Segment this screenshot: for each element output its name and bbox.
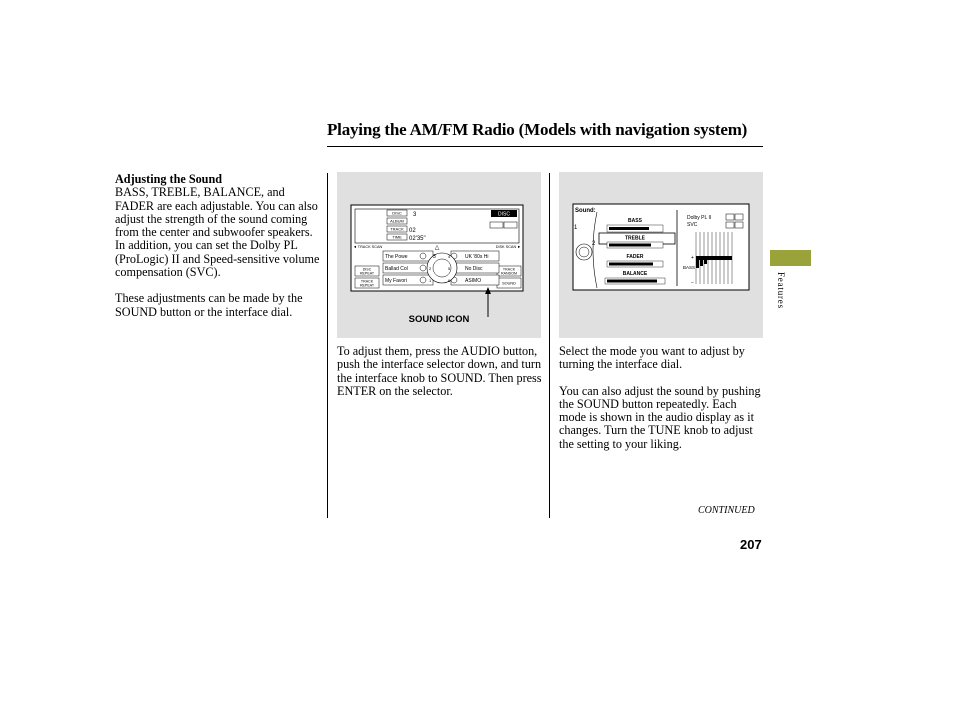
paragraph-select-mode: Select the mode you want to adjust by turning the interface dial. xyxy=(559,344,745,372)
balance-label: BALANCE xyxy=(622,271,648,277)
svg-text:RANDOM: RANDOM xyxy=(501,271,517,276)
title-rule xyxy=(327,146,763,147)
paragraph-methods: These adjustments can be made by the SOUND button or the interface dial. xyxy=(115,291,303,319)
preset-5-name: No Disc xyxy=(465,266,483,272)
svg-text:+: + xyxy=(691,255,694,261)
svc-label: SVC xyxy=(687,222,698,228)
paragraph-sound-button: You can also adjust the sound by pushing the SOUND button repeatedly. Each mode is shown in the audio display as it changes. Turn the TUNE knob to adjust the setting to your liking. xyxy=(559,383,761,451)
step-1-number: 1 xyxy=(574,225,578,231)
section-tab xyxy=(770,250,811,266)
preset-4-name: UK '80s Hi xyxy=(465,254,489,260)
treble-label: TREBLE xyxy=(625,235,645,242)
sound-button-label: SOUND xyxy=(502,281,516,286)
paragraph-adjust-instructions: To adjust them, press the AUDIO button, push the interface selector down, and turn the interface knob to SOUND. Then press ENTER on the selector. xyxy=(337,344,542,398)
track-label: TRACK xyxy=(390,226,404,232)
time-label: TIME xyxy=(392,234,402,240)
section-tab-label: Features xyxy=(776,272,786,309)
paragraph-adjustables: BASS, TREBLE, BALANCE, and FADER are each adjustable. You can also adjust the strength of the sound coming from the center and subwoofer speakers. In addition, you can set the Dolby PL (ProLogic) II and Speed-sensitive volume compensation (SVC). xyxy=(115,185,320,280)
bass-label: BASS xyxy=(628,218,642,224)
svg-text:REPEAT: REPEAT xyxy=(359,271,375,276)
time-value: 02'35" xyxy=(409,236,426,242)
svg-text:DISC: DISC xyxy=(362,267,372,272)
preset-6-name: ASIMO xyxy=(465,278,482,284)
continued-label: CONTINUED xyxy=(698,505,755,516)
svg-text:TRACK: TRACK xyxy=(360,279,374,284)
svg-text:△: △ xyxy=(434,245,440,251)
track-number: 02 xyxy=(409,228,416,234)
middle-column xyxy=(337,345,542,411)
page-title: Playing the AM/FM Radio (Models with navigation system) xyxy=(327,120,748,139)
svg-text:−: − xyxy=(691,280,694,286)
disc-label: DISC xyxy=(392,210,402,216)
sound-icon-caption: SOUND ICON xyxy=(408,314,470,325)
sound-title: Sound: xyxy=(575,208,596,214)
preset-2-name: Ballad Col xyxy=(385,266,408,272)
column-divider-2 xyxy=(549,173,550,518)
page-number: 207 xyxy=(740,537,762,552)
svg-text:4: 4 xyxy=(448,254,451,259)
disc-scan-label: DISK SCAN ► xyxy=(495,245,521,249)
column-divider-1 xyxy=(327,173,328,518)
step-2-number: 2 xyxy=(592,241,596,247)
svg-text:TRACK: TRACK xyxy=(502,267,516,272)
sound-settings-illustration xyxy=(559,172,763,338)
sound-settings-figure xyxy=(559,172,763,338)
svg-text:2: 2 xyxy=(429,266,432,271)
center-disc-number: 3 xyxy=(433,254,436,260)
album-label: ALBUM xyxy=(390,218,404,224)
disc-number: 3 xyxy=(413,212,417,218)
section-subheading: Adjusting the Sound xyxy=(115,172,223,186)
bass-level-label: BASS xyxy=(683,265,696,270)
fader-label: FADER xyxy=(626,254,644,260)
disc-badge: DISC xyxy=(498,211,510,218)
track-scan-label: ◄ TRACK SCAN xyxy=(353,245,383,249)
preset-3-name: My Favori xyxy=(385,278,407,284)
right-column xyxy=(559,345,764,464)
svg-text:REPEAT: REPEAT xyxy=(359,283,375,288)
svg-text:6: 6 xyxy=(448,278,451,283)
preset-1-name: The Powe xyxy=(385,254,408,260)
dolby-label: Dolby PL II xyxy=(687,215,712,221)
left-column xyxy=(115,173,320,332)
svg-text:1: 1 xyxy=(429,278,432,283)
svg-text:5: 5 xyxy=(448,266,451,271)
